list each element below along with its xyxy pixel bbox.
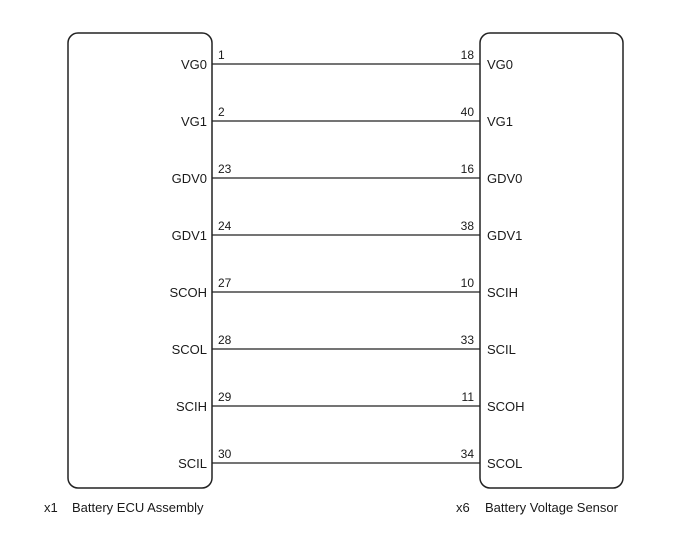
left-pin-number: 1 [218, 48, 225, 62]
connection-7 [176, 390, 525, 414]
right-pin-number: 10 [460, 276, 474, 290]
right-pin-number: 38 [460, 219, 474, 233]
right-signal-label: SCOH [487, 399, 525, 414]
left-signal-label: VG1 [180, 114, 207, 129]
sensor-code: x6 [456, 500, 470, 515]
right-pin-number: 11 [461, 390, 474, 404]
right-signal-label: VG1 [487, 114, 514, 129]
right-signal-label: GDV1 [487, 228, 523, 243]
left-signal-label: SCOH [169, 285, 207, 300]
left-pin-number: 24 [218, 219, 232, 233]
right-signal-label: GDV0 [487, 171, 523, 186]
sensor-box [480, 33, 623, 488]
left-signal-label: GDV1 [171, 228, 207, 243]
left-pin-number: 28 [218, 333, 232, 347]
left-pin-number: 2 [218, 105, 225, 119]
left-signal-label: SCIL [178, 456, 207, 471]
left-signal-label: GDV0 [171, 171, 207, 186]
right-signal-label: SCIL [487, 342, 516, 357]
connection-4 [172, 219, 523, 243]
right-pin-number: 40 [460, 105, 474, 119]
connection-5 [169, 276, 518, 300]
right-pin-number: 33 [460, 333, 474, 347]
connection-6 [172, 333, 516, 357]
ecu-code: x1 [44, 500, 58, 515]
connection-2 [181, 105, 513, 129]
left-pin-number: 30 [218, 447, 232, 461]
connection-1 [181, 48, 513, 72]
wire-group [169, 48, 524, 471]
right-signal-label: VG0 [487, 57, 514, 72]
connection-8 [178, 447, 522, 471]
left-signal-label: SCOL [171, 342, 207, 357]
left-pin-number: 23 [218, 162, 232, 176]
right-pin-number: 34 [460, 447, 474, 461]
left-signal-label: VG0 [180, 57, 207, 72]
ecu-box [68, 33, 212, 488]
right-signal-label: SCIH [487, 285, 519, 300]
sensor-name: Battery Voltage Sensor [485, 500, 618, 515]
right-pin-number: 18 [460, 48, 474, 62]
left-signal-label: SCIH [175, 399, 207, 414]
left-pin-number: 29 [218, 390, 232, 404]
left-pin-number: 27 [218, 276, 232, 290]
ecu-name: Battery ECU Assembly [72, 500, 204, 515]
connection-3 [172, 162, 523, 186]
right-pin-number: 16 [460, 162, 474, 176]
right-signal-label: SCOL [487, 456, 523, 471]
